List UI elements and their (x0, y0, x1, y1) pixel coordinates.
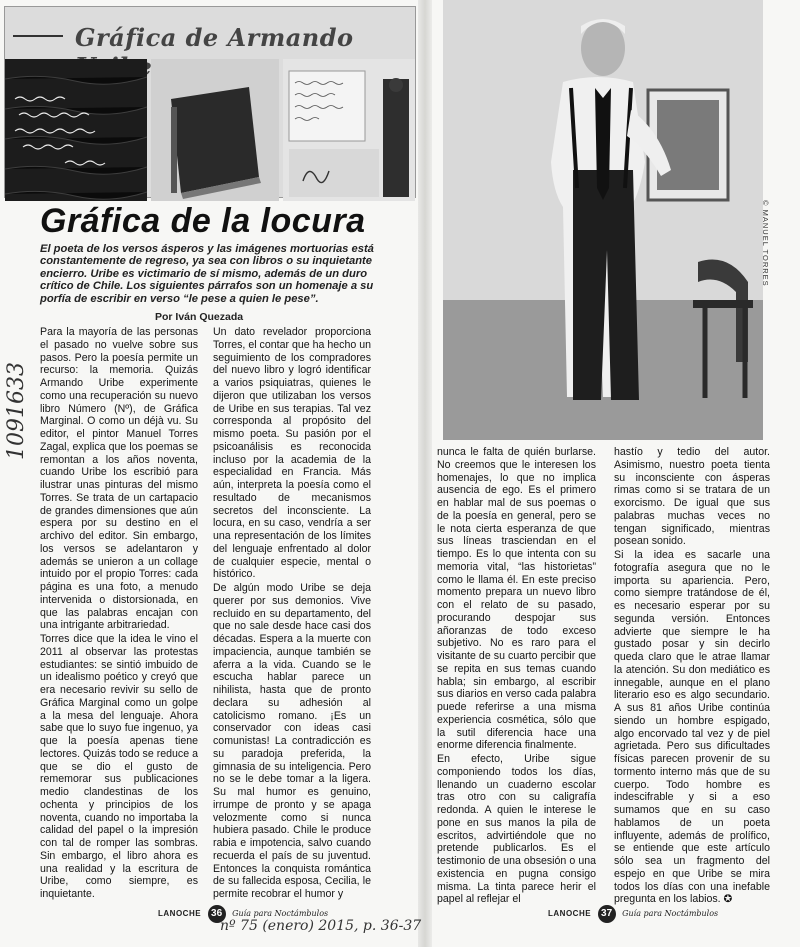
series-header (4, 6, 416, 198)
book-image (151, 59, 279, 201)
paragraph: hastío y tedio del autor. Asimismo, nuestro poeta tienta su inconsciente con ásperas rimas como si se tratara de un exorcismo. De igual que sus palabras muchas veces no tengan significado, mientras posean sonido. (614, 446, 770, 548)
text-column-4 (614, 446, 770, 906)
paragraph: Torres dice que la idea le vino el 2011 al observar las protestas estudiantes: se sintió imbuido de un idealismo poético y creyó que era necesario revivir su sello de Gráfica Marginal como un golpe a la mesa del lenguaje. Ahora sabe que lo suyo fue ingenuo, ya que la poesía apenas tiene lectores. Quizás todo se reduce a que se dio el gusto de rememorar sus publicaciones medio clandestinas de los ochenta y principios de los noventa, cuando no importaba la calidad del papel o la impresión con tal de romper las sombras. Sin embargo, el libro ahora es una realidad y la escritura de Uribe, como siempre, es inquietante. (40, 633, 198, 900)
footer-right (548, 905, 718, 923)
handwritten-poem-image (5, 59, 147, 201)
handwritten-catalog-number: 1091633 (4, 362, 29, 460)
series-title: Gráfica de Armando (75, 23, 354, 52)
article-byline: Por Iván Quezada (155, 311, 244, 323)
paragraph: Un dato revelador proporciona Torres, el contar que ha hecho un seguimiento de los compradores del nuevo libro y logró identificar a varios psiquiatras, quienes le dijeron que utilizaban los versos de Uribe en sus terapias. Tal vez corresponda al propósito del mismo poeta. Su pasión por el psicoanálisis es reconocida incluso por la academia de la especialidad en Francia. Más aún, interpreta la poesía como el resultado de mecanismos secretos del inconsciente. La locura, en su caso, vendría a ser una representación de los límites del lenguaje enfrentado al dolor de cualquier especie, mental o histórico. (213, 326, 371, 581)
page-number: 36 (208, 905, 226, 923)
handwritten-source-note: nº 75 (enero) 2015, p. 36-37 (220, 918, 422, 934)
magazine-brand: LANOCHE (158, 909, 202, 918)
magazine-tagline: Guía para Noctámbulos (622, 909, 719, 918)
paragraph: nunca le falta de quién burlarse. No creemos que le interesen los homenajes, lo que no implica ausencia de ego. Es el primero en hablar mal de sus poemas o de la poesía en general, pero se le nota cierta esperanza de que sus líneas trasciendan en el tiempo. Es lo que intenta con su memoria vital, “las historietas” como le llama él. En este preciso momento prepara un nuevo libro con el relato de su pasado, procurando despojar sus añoranzas de todo exceso subjetivo. No es raro para el visitante de su cuarto percibir que se repita en sus temas cuando habla; sin embargo, al escribir sus diarios en verso cada palabra puede referirse a una misma experiencia cosmética, sólo que la sutil diferencia hace una enorme diferencia finalmente. (437, 446, 596, 752)
thumbnail-collage (283, 59, 415, 201)
article-lede: El poeta de los versos ásperos y las imágenes mortuorias está constantemente de regreso, ya sea con libros o su inquietante encierro. Uribe es victimario de sí mismo, además de un duro crítico de Chile. Los siguientes párrafos son un homenaje a su porfía de escribir en verso “le pese a quien le pese”. (40, 243, 374, 305)
portrait-image (443, 0, 763, 440)
text-column-1 (40, 326, 198, 900)
paragraph: De algún modo Uribe se deja querer por sus demonios. Vive recluido en su departamento, del que no sale desde hace casi dos décadas. Espera a la muerte con impaciencia, aunque también se aferra a la vida. Cuando se le escucha hablar parece un nihilista, hasta que de pronto declara su adhesión al catolicismo romano. ¡Es un conservador con ideas casi comunistas! La contradicción es su paradoja preferida, la gimnasia de su inteligencia. Pero no se le debe tomar a la ligera. Su mal humor es genuino, irrumpe de pronto y se apaga velozmente como si nunca hubiera pasado. Chile le produce rabia e impotencia, salvo cuando recuerda el país de su juventud. Entonces la conquista romántica de su fallecida esposa, Cecilia, le permite recobrar el humor y (213, 582, 371, 900)
magazine-brand: LANOCHE (548, 909, 592, 918)
article-headline: Gráfica de la locura (40, 202, 366, 240)
paragraph: Para la mayoría de las personas el pasado no vuelve sobre sus pasos. Pero la poesía permite un recurso: la memoria. Quizás Armando Uribe experimente como una recuperación su nuevo libro Número (Nº), de Gráfica Marginal. O como un déjà vu. Su editor, el pintor Manuel Torres Zagal, explica que los poemas se remontan a los años noventa, cuando Uribe los escribió para ilustrar unas pinturas del mismo Torres. Se trata de un cartapacio de grandes dimensiones que aún espera por su destino en el archivo del editor. Sin embargo, los versos se adelantaron y además se unieron a un collage intuido por el propio Torres: cada página es una foto, a menudo intervenida o distorsionada, en que las palabras encajan con una intrigante arbitrariedad. (40, 326, 198, 632)
page-number: 37 (598, 905, 616, 923)
text-column-3 (437, 446, 596, 906)
portrait-photo (443, 0, 763, 440)
page-gutter (418, 0, 432, 947)
collage-image (283, 59, 415, 201)
text-column-2 (213, 326, 371, 900)
magazine-tagline: Guía para Noctámbulos (232, 909, 329, 918)
photo-credit: © MANUEL TORRES (761, 200, 770, 287)
thumbnail-book (151, 59, 279, 201)
paragraph: Si la idea es sacarle una fotografía asegura que no le importa su apariencia. Pero, como siempre tratándose de él, es necesario esperar por su segunda versión. Entonces advierte que siempre le ha gustado posar y sin decirlo queda claro que le atrae llamar la atención. Su don mediático es innegable, aunque en el plano literario eso es algo secundario. A sus 81 años Uribe continúa siendo un hombre espigado, algo encorvado tal vez y de piel agrietada. Pero sus dificultades físicas parecen provenir de su tormento interno más que de su cuerpo. Todo hombre es indescifrable y si a eso sumamos que en su caso hablamos de un poeta influyente, además de prolífico, se entiende que este artículo sólo sea un fragmento del espejo en que Uribe se mira todos los días con una inefable pregunta en los labios. ✪ (614, 549, 770, 906)
header-rule (13, 35, 63, 37)
thumbnail-handwritten-poem (5, 59, 147, 201)
paragraph: En efecto, Uribe sigue componiendo todos los días, llenando un cuaderno escolar tras otro con su caligrafía redonda. A quien le interese le pone en sus manos la pila de escritos, advirtiéndole que no pretende publicarlos. Es el testimonio de una obsesión o una existencia en pugna consigo misma. La tinta parece herir el papel al reflejar el (437, 753, 596, 906)
